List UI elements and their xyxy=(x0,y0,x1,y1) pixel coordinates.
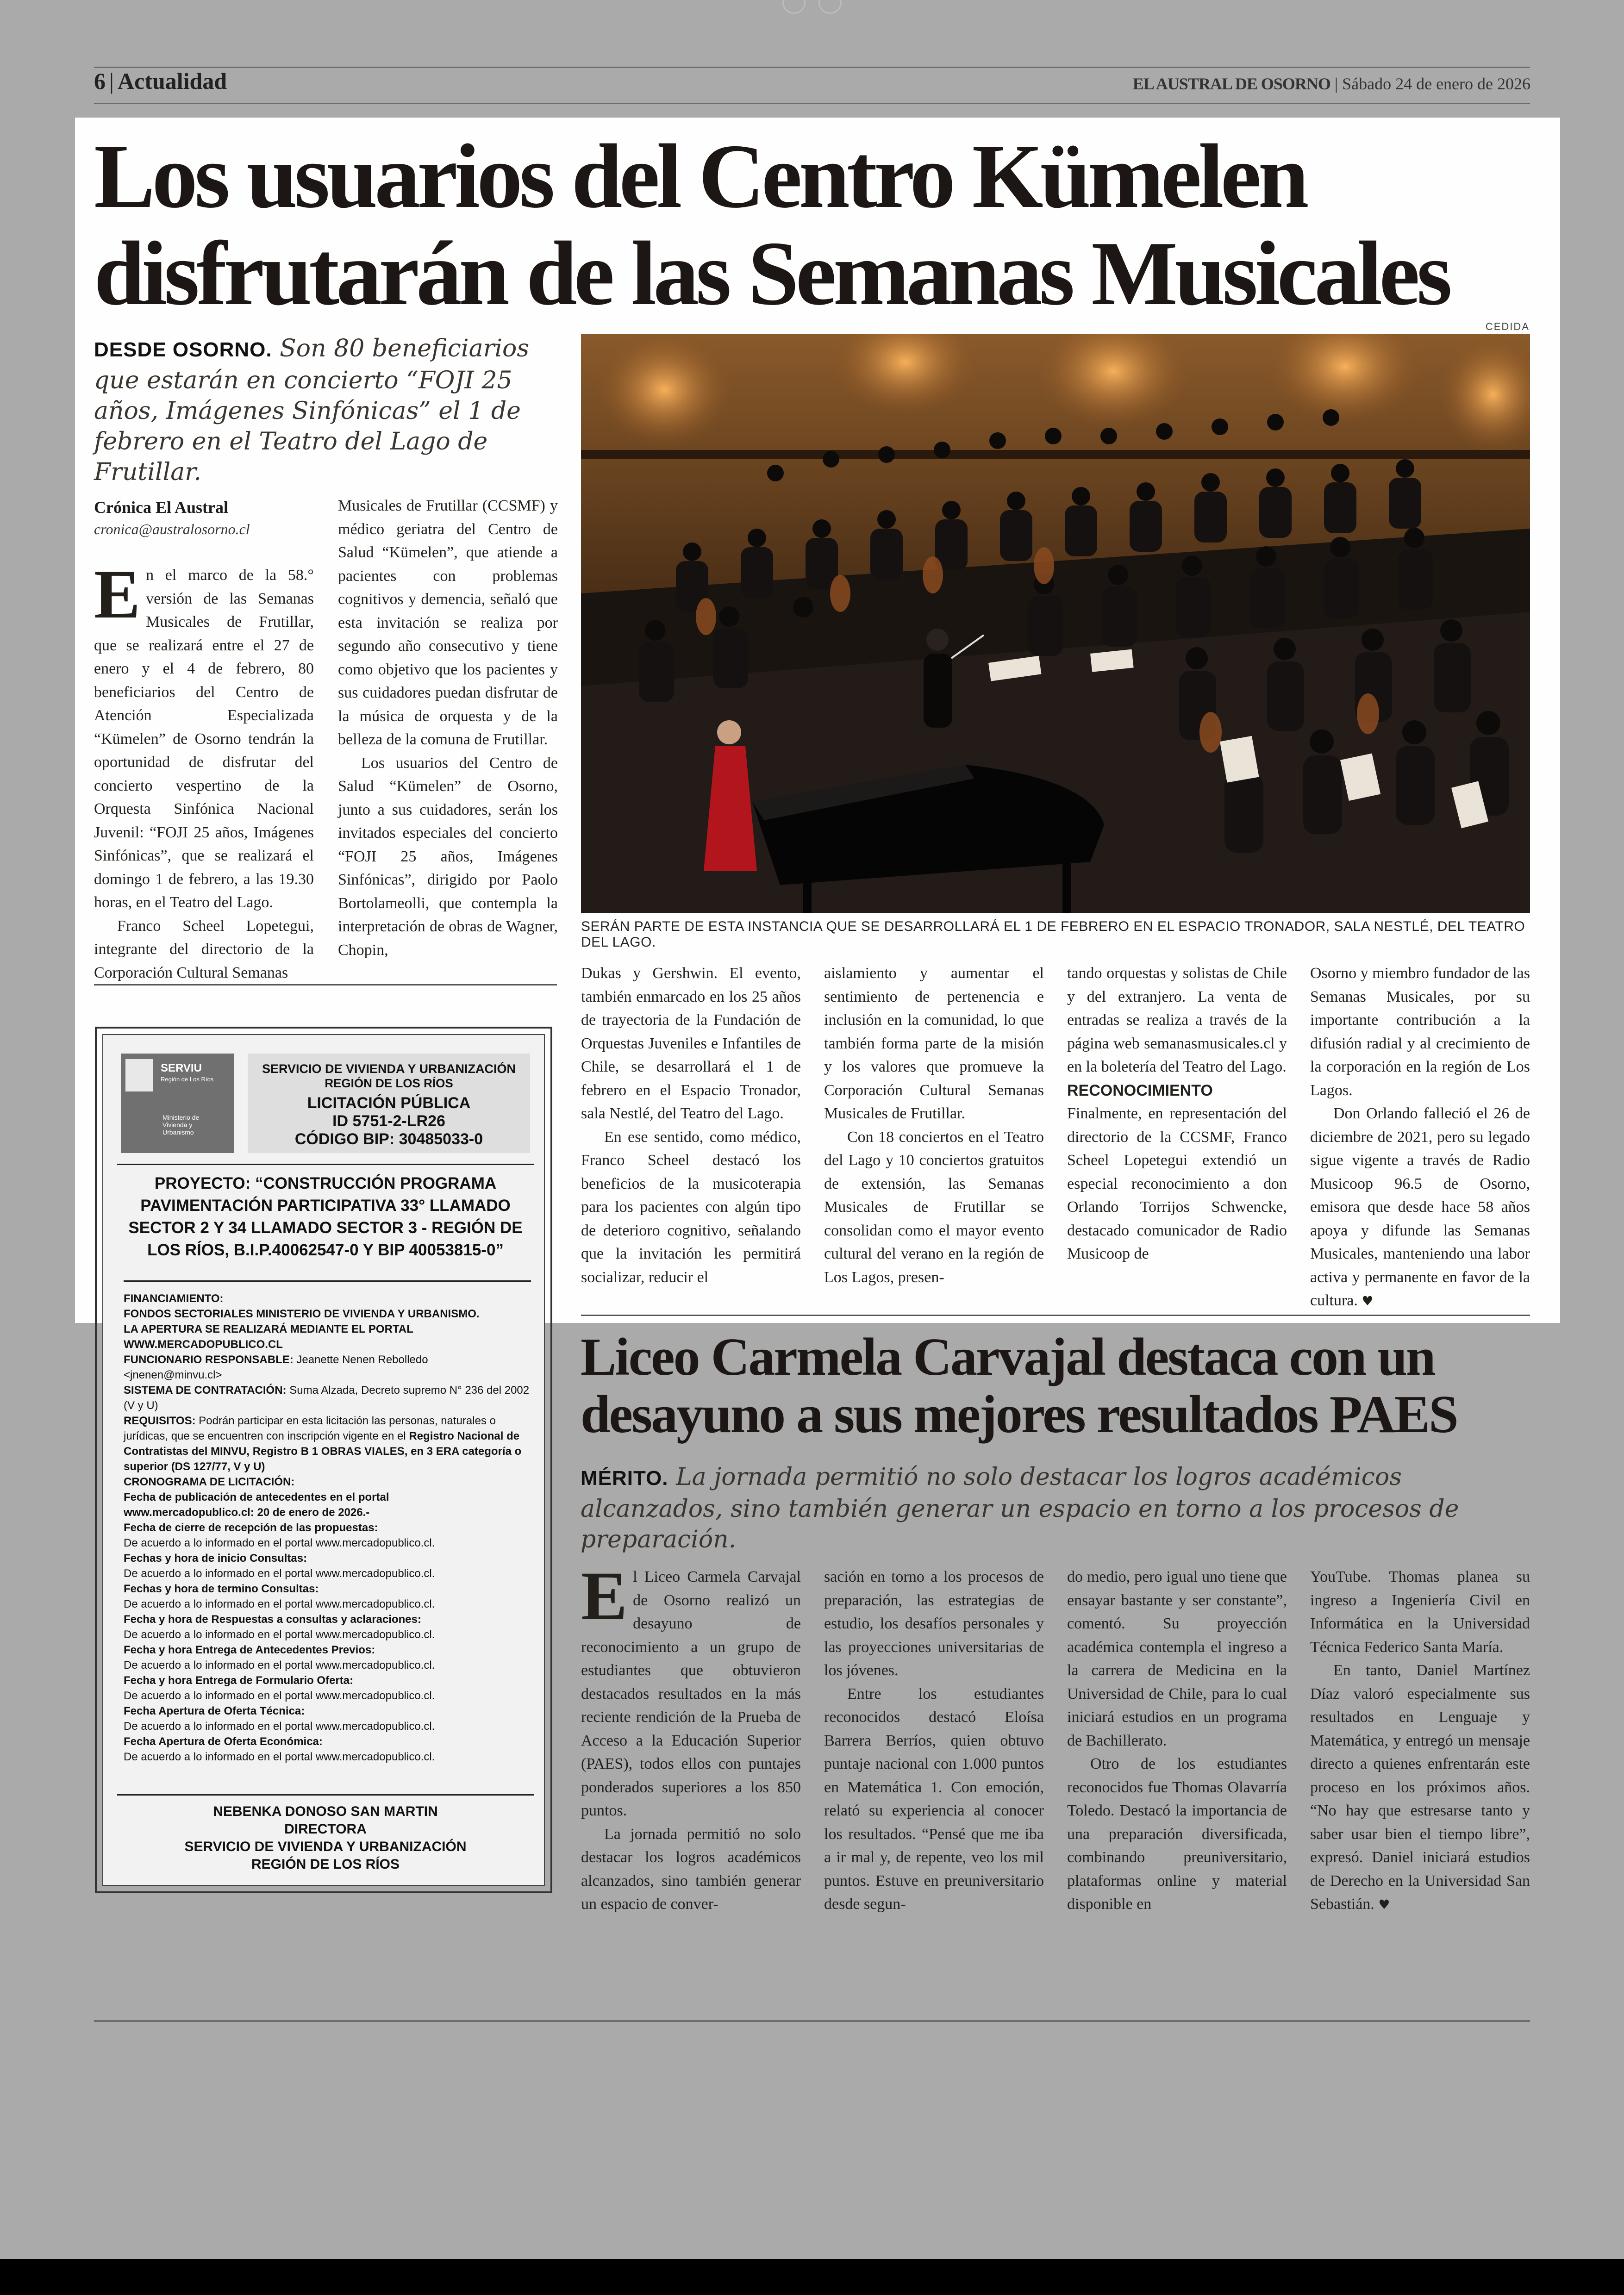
ad-label: Fecha y hora Entrega de Antecedentes Previos: xyxy=(124,1644,375,1656)
paragraph: YouTube. Thomas planea su ingreso a Ingeniería Civil en Informática en la Universidad Técnica Federico Santa María. xyxy=(1310,1568,1530,1656)
article1-headline xyxy=(94,125,1552,324)
ad-label: Fecha y hora Entrega de Formulario Oferta: xyxy=(124,1674,354,1687)
issue-date: Sábado 24 de enero de 2026 xyxy=(1342,75,1530,93)
top-rule xyxy=(94,67,1530,68)
section-name: Actualidad xyxy=(118,68,227,94)
ad-frame xyxy=(102,1034,545,1886)
article2-headline xyxy=(581,1328,1543,1443)
paragraph: Los usuarios del Centro de Salud “Kümelen” de Osorno, junto a sus cuidadores, serán los invitados especiales del concierto “FOJI 25 años, Imágenes Sinfónicas”, dirigido por Paolo Bortolameolli, que contempla la interpretación de obras de Wagner, Chopin, xyxy=(338,754,558,959)
article1-column-1 xyxy=(94,556,314,985)
headline-line-1: Los usuarios del Centro Kümelen xyxy=(94,125,1306,227)
ad-label: FINANCIAMIENTO: xyxy=(124,1292,224,1305)
paragraph: do medio, pero igual uno tiene que ensayar bastante y ser constante”, comentó. Su proyección académica contempla el ingreso a la carrera de Medicina en la Universidad de Chile, para lo cual iniciará estudios en un programa de Bachillerato. xyxy=(1067,1568,1287,1749)
ad-portal-link[interactable]: WWW.MERCADOPUBLICO.CL xyxy=(124,1338,283,1351)
article2-column-1 xyxy=(581,1558,801,1916)
ad-label: Fecha de cierre de recepción de las propuestas: xyxy=(124,1522,378,1534)
ad-text: Registro Nacional de Contratistas del MINVU, Registro B 1 OBRAS VIALES, en 3 ERA categoría o superior (DS 127/77, V y U) xyxy=(124,1430,522,1473)
ad-label: REQUISITOS: xyxy=(124,1415,196,1427)
ad-text: De acuerdo a lo informado en el portal www.mercadopublico.cl. xyxy=(124,1690,435,1702)
bottom-rule xyxy=(94,2020,1530,2022)
ad-header-line: SERVICIO DE VIVIENDA Y URBANIZACIÓN xyxy=(262,1062,516,1076)
headline-line-2: disfrutarán de las Semanas Musicales xyxy=(94,223,1449,324)
paragraph: Otro de los estudiantes reconocidos fue Thomas Olavarría Toledo. Destacó la importancia de una preparación diversificada, combinando preuniversitario, plataformas online y material disponible en xyxy=(1067,1755,1287,1913)
ad-body xyxy=(124,1280,531,1765)
photo-caption: SERÁN PARTE DE ESTA INSTANCIA QUE SE DESARROLLARÁ EL 1 DE FEBRERO EN EL ESPACIO TRONADOR, SALA NESTLÉ, DEL TEATRO DEL LAGO. xyxy=(581,919,1525,950)
logo-title: SERVIU xyxy=(161,1062,202,1074)
ad-header xyxy=(248,1054,530,1153)
ad-label: FUNCIONARIO RESPONSABLE: xyxy=(124,1353,294,1366)
article1-column-5 xyxy=(1067,962,1287,1266)
paragraph: Franco Scheel Lopetegui, integrante del directorio de la Corporación Cultural Semanas xyxy=(94,917,314,981)
article1-column-2 xyxy=(338,494,558,962)
prev-page-icon[interactable] xyxy=(782,0,806,14)
signature-name: NEBENKA DONOSO SAN MARTIN xyxy=(213,1804,438,1819)
ad-header-line: REGIÓN DE LOS RÍOS xyxy=(325,1076,453,1090)
ad-text: Podrán participar en esta licitación las personas, naturales o jurídicas, que se encuentren con inscripción vigente en el xyxy=(124,1415,496,1442)
kicker: MÉRITO. xyxy=(581,1467,668,1490)
ad-header-line: ID 5751-2-LR26 xyxy=(332,1112,445,1130)
ad-text: Jeanette Nenen Rebolledo xyxy=(296,1353,428,1366)
article2-lead xyxy=(581,1462,1543,1555)
paragraph: n el marco de la 58.° versión de las Semanas Musicales de Frutillar, que se realizará entre el 27 de enero y el 4 de febrero, 80 beneficiarios del Centro de Atención Especializada “Kümelen” de Osorno tendrán la oportunidad de disfrutar del concierto vespertino de la Orquesta Sinfónica Nacional Juvenil: “FOJI 25 años, Imágenes Sinfónicas”, que se realizará el domingo 1 de febrero, a las 19.30 horas, en el Teatro del Lago. xyxy=(94,567,314,911)
paragraph: tando orquestas y solistas de Chile y del extranjero. La venta de entradas se realiza a través de la página web semanasmusicales.cl y en la boletería del Teatro del Lago. xyxy=(1067,965,1287,1075)
paragraph: Finalmente, en representación del directorio de la CCSMF, Franco Scheel Lopetegui extendió un especial reconocimiento a don Orlando Torrijos Schwencke, destacado comunicador de Radio Musicoop de xyxy=(1067,1105,1287,1262)
paragraph: sación en torno a los procesos de preparación, las estrategias de estudio, los desafíos personales y las proyecciones universitarias de los jóvenes. xyxy=(824,1568,1044,1679)
ad-signature xyxy=(117,1794,534,1873)
ad-text: De acuerdo a lo informado en el portal www.mercadopublico.cl. xyxy=(124,1598,435,1610)
paragraph: Don Orlando falleció el 26 de diciembre de 2021, pero su legado sigue vigente a través de Radio Musicoop 96.5 de Osorno, emisora que desde hace 58 años apoya y difunde las Semanas Musicales, manteniendo una labor activa y permanente en favor de la cultura. xyxy=(1310,1105,1530,1309)
ad-label: Fecha Apertura de Oferta Económica: xyxy=(124,1735,323,1748)
kicker: DESDE OSORNO. xyxy=(94,338,272,361)
author-name: Crónica El Austral xyxy=(94,498,229,517)
end-mark-icon: ♥ xyxy=(1362,1293,1374,1309)
subhead: RECONOCIMIENTO xyxy=(1067,1081,1213,1099)
ad-label: Fechas y hora de inicio Consultas: xyxy=(124,1552,307,1565)
ad-text: De acuerdo a lo informado en el portal www.mercadopublico.cl. xyxy=(124,1628,435,1641)
ad-project: PROYECTO: “CONSTRUCCIÓN PROGRAMA PAVIMENTACIÓN PARTICIPATIVA 33° LLAMADO SECTOR 2 Y 34 LLAMADO SECTOR 3 - REGIÓN DE LOS RÍOS, B.I.P.40062547-0 Y BIP 40053815-0” xyxy=(117,1164,534,1261)
signature-org: SERVICIO DE VIVIENDA Y URBANIZACIÓN xyxy=(184,1839,467,1854)
paragraph: l Liceo Carmela Carvajal de Osorno realizó un desayuno de reconocimiento a un grupo de estudiantes que obtuvieron destacados resultados en la más reciente rendición de la Prueba de Acceso a la Educación Superior (PAES), todos ellos con puntajes ponderados superiores a los 850 puntos. xyxy=(581,1568,801,1819)
paragraph: Osorno y miembro fundador de las Semanas Musicales, por su importante contribución a la difusión radial y al crecimiento de la corporación en la región de Los Lagos. xyxy=(1310,965,1530,1099)
author-email[interactable]: cronica@australosorno.cl xyxy=(94,521,250,537)
paper-header: EL AUSTRAL DE OSORNO | Sábado 24 de enero de 2026 xyxy=(1132,75,1530,93)
ad-label: CRONOGRAMA DE LICITACIÓN: xyxy=(124,1476,295,1488)
paragraph: Dukas y Gershwin. El evento, también enmarcado en los 25 años de trayectoria de la Fundación de Orquestas Juveniles e Infantiles de Chile, se desarrollará el 1 de febrero en el Espacio Tronador, sala Nestlé, del Teatro del Lago. xyxy=(581,965,801,1122)
paragraph: En ese sentido, como médico, Franco Scheel destacó los beneficios de la musicoterapia para los pacientes con algún tipo de deterioro cognitivo, señalando que la invitación les permitirá socializar, reducir el xyxy=(581,1128,801,1286)
paragraph: En tanto, Daniel Martínez Díaz valoró especialmente sus resultados en Lenguaje y Matemática, y entregó un mensaje directo a quienes enfrentarán este proceso en los próximos años. “No hay que estresarse tanto y saber usar bien el tiempo libre”, expresó. Daniel iniciará estudios de Derecho en la Universidad San Sebastián. xyxy=(1310,1662,1530,1913)
serviu-logo xyxy=(121,1054,234,1153)
article2-column-4 xyxy=(1310,1565,1530,1917)
signature-region: REGIÓN DE LOS RÍOS xyxy=(251,1857,400,1872)
article1-column-6 xyxy=(1310,962,1530,1313)
lead-text: Son 80 beneficiarios que estarán en concierto “FOJI 25 años, Imágenes Sinfónicas” el 1 de febrero en el Teatro del Lago de Frutillar. xyxy=(94,335,530,486)
photo-credit: CEDIDA xyxy=(1485,321,1530,332)
viewer-bottom-bar xyxy=(0,2259,1624,2295)
drop-cap: E xyxy=(581,1558,628,1634)
ad-label: SISTEMA DE CONTRATACIÓN: xyxy=(124,1384,287,1397)
coat-of-arms-icon xyxy=(125,1059,153,1091)
ad-label: Fecha de publicación de antecedentes en el portal xyxy=(124,1491,389,1503)
ad-text: Suma Alzada, Decreto supremo N° 236 del 2002 (V y U) xyxy=(124,1384,530,1412)
article2-column-3 xyxy=(1067,1565,1287,1916)
paragraph: Musicales de Frutillar (CCSMF) y médico geriatra del Centro de Salud “Kümelen”, que atiende a pacientes con problemas cognitivos y demencia, señaló que esta invitación se realiza por segundo año consecutivo y tiene como objetivo que los pacientes y sus cuidadores puedan disfrutar de la música de orquesta y de la belleza de la comuna de Frutillar. xyxy=(338,497,558,748)
drop-cap: E xyxy=(94,556,141,633)
ad-text: De acuerdo a lo informado en el portal www.mercadopublico.cl. xyxy=(124,1567,435,1580)
lead-text: La jornada permitió no solo destacar los logros académicos alcanzados, sino también generar un espacio en torno a los procesos de preparación. xyxy=(581,1463,1459,1553)
end-mark-icon: ♥ xyxy=(1378,1897,1390,1912)
ad-header-line: CÓDIGO BIP: 30485033-0 xyxy=(294,1130,483,1148)
logo-region: Región de Los Ríos xyxy=(161,1076,214,1083)
ad-header-line: LICITACIÓN PÚBLICA xyxy=(307,1094,471,1112)
article2-column-2 xyxy=(824,1565,1044,1916)
ad-text: De acuerdo a lo informado en el portal www.mercadopublico.cl. xyxy=(124,1537,435,1549)
ad-email[interactable]: <jnenen@minvu.cl> xyxy=(124,1369,222,1381)
article-divider xyxy=(581,1315,1530,1316)
next-page-icon[interactable] xyxy=(818,0,842,14)
orchestra-photo xyxy=(581,334,1530,913)
ad-text: De acuerdo a lo informado en el portal www.mercadopublico.cl. xyxy=(124,1659,435,1671)
ad-label: Fecha Apertura de Oferta Técnica: xyxy=(124,1705,305,1717)
ad-label: Fechas y hora de termino Consultas: xyxy=(124,1583,319,1595)
article1-lead xyxy=(94,333,557,487)
headline-line-1: Liceo Carmela Carvajal destaca con un xyxy=(581,1328,1435,1387)
orchestra-illustration xyxy=(581,334,1530,913)
ad-text: FONDOS SECTORIALES MINISTERIO DE VIVIENDA Y URBANISMO. xyxy=(124,1308,480,1320)
column-rule xyxy=(94,984,557,985)
section-header: 6 | Actualidad xyxy=(94,68,227,94)
paragraph: La jornada permitió no solo destacar los logros académicos alcanzados, sino también generar un espacio de conver- xyxy=(581,1825,801,1913)
ad-text: De acuerdo a lo informado en el portal www.mercadopublico.cl. xyxy=(124,1751,435,1763)
signature-role: DIRECTORA xyxy=(284,1821,367,1837)
ad-text: De acuerdo a lo informado en el portal www.mercadopublico.cl. xyxy=(124,1720,435,1733)
ad-text: LA APERTURA SE REALIZARÁ MEDIANTE EL PORTAL xyxy=(124,1323,413,1335)
paragraph: Con 18 conciertos en el Teatro del Lago y 10 conciertos gratuitos de extensión, las Semanas Musicales de Frutillar se consolidan como el mayor evento cultural del verano en la región de Los Lagos, presen- xyxy=(824,1128,1044,1286)
header-rule xyxy=(94,103,1530,104)
paper-name: EL AUSTRAL DE OSORNO xyxy=(1132,75,1330,93)
page-number: 6 xyxy=(94,68,106,94)
top-navigation xyxy=(782,0,843,13)
ad-label: Fecha y hora de Respuestas a consultas y aclaraciones: xyxy=(124,1613,421,1626)
byline xyxy=(94,498,250,538)
article1-column-4 xyxy=(824,962,1044,1289)
paragraph: aislamiento y aumentar el sentimiento de pertenencia e inclusión en la comunidad, lo que también forma parte de la misión y los valores que promueve la Corporación Cultural Semanas Musicales de Frutillar. xyxy=(824,965,1044,1122)
article1-column-3 xyxy=(581,962,801,1289)
headline-line-2: desayuno a sus mejores resultados PAES xyxy=(581,1385,1457,1444)
public-tender-ad xyxy=(95,1027,552,1893)
paragraph: Entre los estudiantes reconocidos destacó Eloísa Barrera Berríos, quien obtuvo puntaje nacional con 1.000 puntos en Matemática 1. Con emoción, relató su experiencia al conocer los resultados. “Pensé que me iba a ir mal y, de repente, veo los mil puntos. Estuve en preuniversitario desde segun- xyxy=(824,1685,1044,1913)
logo-ministry: Ministerio de Vivienda y Urbanismo xyxy=(162,1114,200,1136)
ad-text: www.mercadopublico.cl: 20 de enero de 2026.- xyxy=(124,1506,370,1519)
